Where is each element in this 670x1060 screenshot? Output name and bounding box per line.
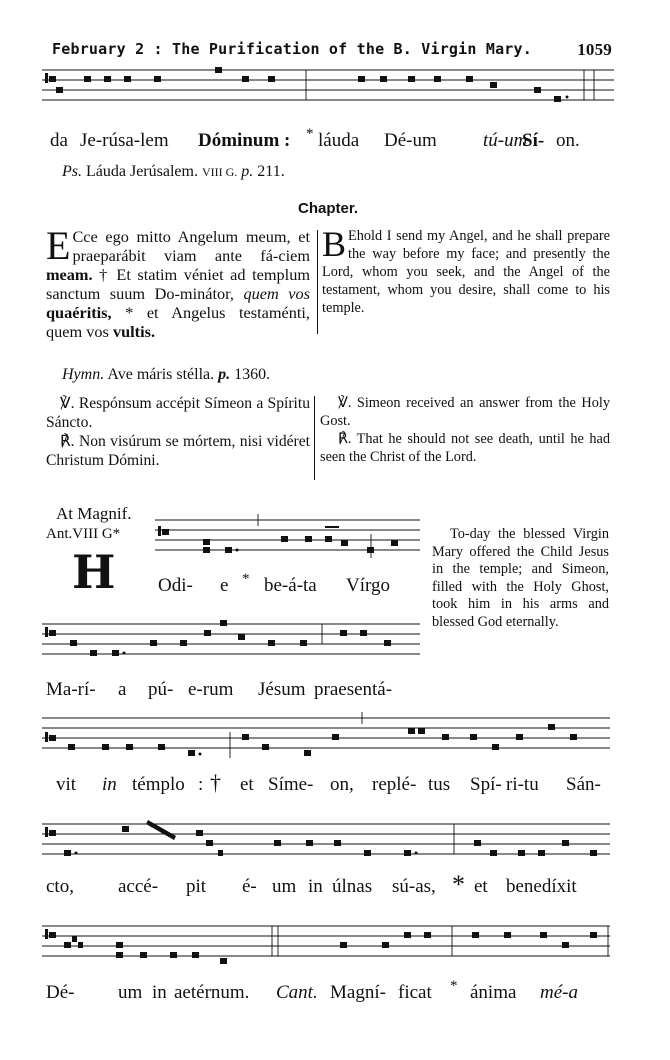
syllable: Dé-um <box>384 130 437 151</box>
chant-staff-1 <box>42 64 614 114</box>
syllable: Ma-rí- <box>46 679 96 700</box>
syllable: benedíxit <box>506 876 577 897</box>
syllable: tus <box>428 774 451 795</box>
syllable: be-á-ta <box>264 575 317 596</box>
versicle-latin <box>46 394 310 470</box>
antiphon-mode: Ant.VIII G* <box>46 526 121 542</box>
syllable: um <box>272 876 297 897</box>
syllable: * <box>450 978 458 994</box>
lyrics-3 <box>0 679 670 703</box>
syllable: da <box>50 130 68 151</box>
column-divider <box>314 396 315 480</box>
drop-capital: B <box>322 224 347 264</box>
chapter-heading: Chapter. <box>297 200 358 217</box>
syllable: on, <box>330 774 354 795</box>
chapter-english: B Ehold I send my Angel, and he shall prepare the way before my face; and presently the Lord, whom you seek, and the Angel of the testament, whom you desire, shall come to his temple. <box>322 224 610 316</box>
antiphon-label: At Magnif. <box>56 504 132 523</box>
chant-staff-3 <box>42 618 424 668</box>
syllable: in <box>308 876 323 897</box>
syllable: Dé- <box>46 982 75 1003</box>
running-header <box>52 40 612 58</box>
syllable: é- <box>242 876 257 897</box>
syllable: pit <box>186 876 207 897</box>
lyrics-2 <box>0 571 430 599</box>
psalm-reference: Ps. Láuda Jerúsalem. VIII G. p. 211. <box>62 163 285 180</box>
syllable: Magní- <box>330 982 386 1003</box>
syllable: pú- <box>148 679 174 700</box>
drop-capital: E <box>46 223 71 268</box>
lyrics-6 <box>0 978 670 1006</box>
syllable: Síme- <box>268 774 314 795</box>
syllable: † <box>210 770 221 795</box>
syllable: mé-a <box>540 982 578 1003</box>
syllable: * <box>452 870 465 899</box>
syllable: e-rum <box>188 679 234 700</box>
syllable: on. <box>556 130 580 151</box>
syllable: Vírgo <box>346 575 390 596</box>
syllable: Spí- <box>470 774 502 795</box>
syllable: praesentá- <box>314 679 393 700</box>
hymn-reference: Hymn. Ave máris stélla. p. 1360. <box>62 366 271 383</box>
syllable: láuda <box>318 130 360 151</box>
syllable: tú-um <box>483 130 528 151</box>
syllable: * <box>306 126 314 142</box>
chapter-latin: E Cce ego mitto Angelum meum, et praeparábit viam ante fá-ciem meam. † Et statim véniet ad templum sanctum suum Do-minátor, quem vos quaéritis, * et Angelus testaménti, quem vos vultis. <box>46 223 310 341</box>
syllable: ánima <box>470 982 517 1003</box>
syllable: replé- <box>372 774 417 795</box>
syllable: accé- <box>118 876 159 897</box>
syllable: Cant. <box>276 982 318 1003</box>
syllable: Sán- <box>566 774 601 795</box>
syllable: : <box>198 774 204 795</box>
syllable: et <box>240 774 254 795</box>
syllable: ficat <box>398 982 432 1003</box>
chant-staff-5 <box>42 818 614 868</box>
versicle-english <box>320 394 610 466</box>
chant-staff-4 <box>42 712 614 762</box>
page-number: 1059 <box>577 40 612 59</box>
syllable: Jésum <box>258 679 306 700</box>
response: ℟. Non visúrum se mórtem, nisi vidéret Christum Dómini. <box>46 433 310 469</box>
syllable: vit <box>56 774 77 795</box>
lyrics-5 <box>0 870 670 900</box>
syllable: Odi- <box>158 575 193 596</box>
response: ℟. That he should not see death, until he had seen the Christ of the Lord. <box>320 431 610 465</box>
syllable: a <box>118 679 127 700</box>
syllable: sú-as, <box>392 876 436 897</box>
syllable: Dóminum : <box>198 130 291 151</box>
versicle: ℣. Simeon received an answer from the Holy Gost. <box>320 395 610 429</box>
syllable: témplo <box>132 774 185 795</box>
syllable: aetérnum. <box>174 982 250 1003</box>
versicle: ℣. Respónsum accépit Símeon a Spíritu Sáncto. <box>46 395 310 431</box>
syllable: ri-tu <box>506 774 539 795</box>
column-divider <box>317 230 318 334</box>
chant-staff-2 <box>155 514 425 564</box>
syllable: et <box>474 876 488 897</box>
lyrics-4 <box>0 770 670 798</box>
syllable: cto, <box>46 876 74 897</box>
antiphon-initial: H <box>72 545 116 599</box>
syllable: um <box>118 982 143 1003</box>
lyrics-1 <box>0 126 670 154</box>
chant-staff-6 <box>42 920 614 970</box>
antiphon-translation: To-day the blessed Virgin Mary offered the Child Jesus in the temple; and Simeon, filled with the Holy Ghost, took him in his arms and blessed God eternally. <box>432 526 609 630</box>
syllable: Sí- <box>522 130 545 151</box>
syllable: e <box>220 575 229 596</box>
syllable: Je-rúsa-lem <box>80 130 169 151</box>
syllable: * <box>242 571 250 587</box>
header-title: February 2 : The Purification of the B. Virgin Mary. <box>52 40 532 58</box>
syllable: in <box>152 982 167 1003</box>
syllable: in <box>102 774 117 795</box>
syllable: úlnas <box>332 876 373 897</box>
